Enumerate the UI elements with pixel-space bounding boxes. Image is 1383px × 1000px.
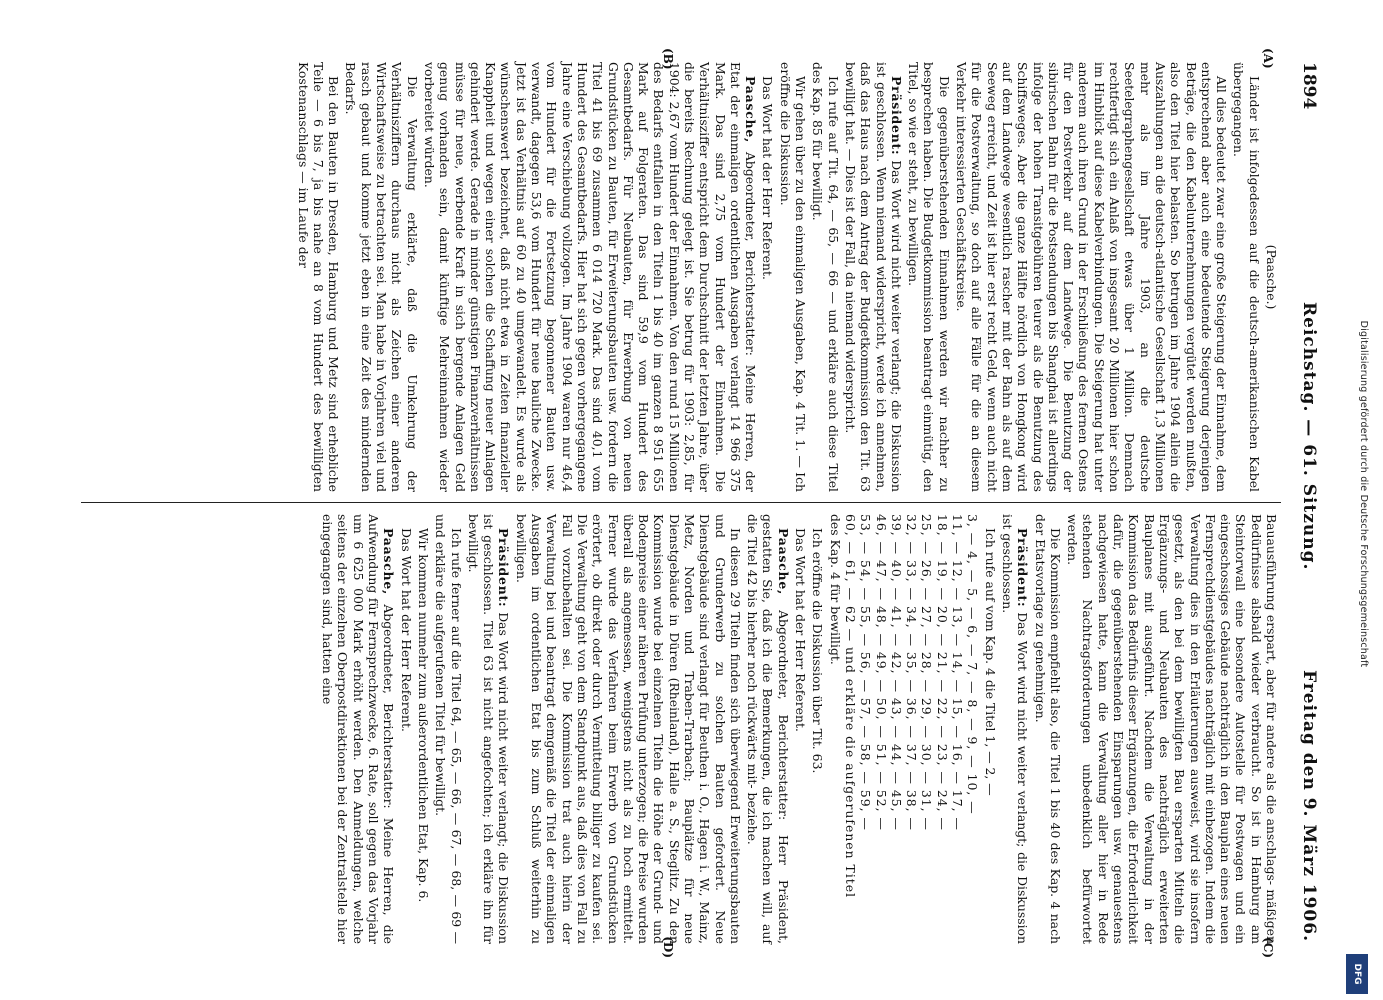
speech-paragraph <box>422 62 759 492</box>
paragraph: Das Wort hat der Herr Referent. <box>760 76 776 280</box>
margin-label-b: (B) <box>661 48 675 70</box>
title-list-line: 39, — 40, — 41, — 42, — 43, — 44, — 45, — <box>888 514 904 831</box>
paragraph: All dies bedeutet zwar eine große Steigerung der Einnahme, dem entsprechend aber auch eine bedeutende Steigerung derjenigen Beträge, die den Kabelunternehmungen vergütet werden mußten, also den Titel hier belasten. So betrugen im Jahre 1904 allein die Auszahlungen an die deutsch-atlantische Gesellschaft 1,3 Millionen mehr als im Jahre 1903, an die deutsche Seetelegraphengesellschaft etwas über 1 Million. Demnach rechtfertigt sich ein Anlaß von insgesamt 20 Millionen hier schon im Hinblick auf diese Kabelverbindungen. Die Steigerung hat unter anderem auch ihren Grund in der Erschließung des fernen Ostens für den Postverkehr auf dem Landwege. Die Benutzung der sibirischen Bahn für die Postsendungen bis Shanghai ist allerdings infolge der hohen Transitgebühren teurer als die Benutzung des Schiffsweges. Aber die ganze Hälfte nördlich von Hongkong wird auf dem Landwege wesentlich rascher mit der Bahn als auf dem Seeweg erreicht, und Zeit ist hier erst recht Geld, wenn auch nicht für die Postverwaltung, so doch auf alle Fälle für die an diesem Verkehr interessierten Geschäftskreise. <box>954 62 1230 492</box>
page-header <box>1291 62 1325 942</box>
column-divider <box>81 502 1281 503</box>
title-list-line: 46, — 47, — 48, — 49, — 50, — 51, — 52, — <box>873 514 889 831</box>
paragraph: Bauausführung erspart, aber für andere als die anschlags- mäßigen Bedürfnisse alsbald wieder verbraucht. So ist in Hamburg am Steintorwall eine besondere Autostelle für Postwagen und ein eingeschossiges Gebäude nachträglich in den Bauplan eines neuen Fernsprechdienstgebäudes nachträglich mit einbezogen. Indem die Verwaltung dies in den Erläuterungen ausweist, wird sie insofern gesetzt, als den bei dem bewilligten Bau ersparten Mitteln die Ergänzungs- und Neubauten des nachträglich erweiterten Bauplanes mit ausgeführt. Nachdem die Verwaltung in der Kommission das Bedürfnis dieser Ergänzungen, die Erforderlichkeit dafür, die gegenüberstehenden Einsparungen usw. genauestens nachgewiesen hatte, kann die Verwaltung aller hier in Rede stehenden Nachtragsforderungen unbedenklich befürwortet werden. <box>1065 514 1279 944</box>
speech-paragraph <box>320 514 396 944</box>
page-number: 1894 <box>1299 62 1319 110</box>
paragraph: Ich rufe auf vom Kap. 4 die Titel 1, — 2, — <box>982 528 998 796</box>
paragraph: Ich eröffne die Diskussion über Tit. 63. <box>810 528 826 774</box>
speaker-name: Präsident: <box>496 528 512 608</box>
title-list-line: 18, — 19, — 20, — 21, — 22, — 23, — 24, — <box>934 514 950 831</box>
speech-paragraph <box>745 514 791 944</box>
paragraph: Die Kommission empfiehlt also, die Titel 1 bis 40 des Kap. 4 nach der Etatsvorlage zu genehmigen. <box>1032 514 1063 944</box>
paragraph: Länder ist infolgedessen auf die deutsch-amerikanischen Kabel übergegangen. <box>1231 62 1262 492</box>
title-list <box>843 514 981 944</box>
speech-paragraph <box>843 62 904 492</box>
header-left-title: Reichstag. — 61. Sitzung. <box>1299 302 1319 571</box>
speech-text: Abgeordneter, Berichterstatter: Herr Präsident, gestatten Sie, daß ich die Bemerkungen, die ich machen will, auf die Titel 42 bis hierher noch rückwärts mit- beziehe. <box>745 514 791 944</box>
speech-text: Abgeordneter, Berichterstatter: Meine Herren, der Etat der einmaligen ordentlichen Ausgaben verlangt 14 966 375 Mark. Das sind 2,75 vom Hundert der Einnahmen. Die Verhältnisziffer entspricht dem Durchschnitt der letzten Jahre, über die bereits Rechnung gelegt ist. Sie betrug für 1903: 2,85, für 1904: 2,67 vom Hundert der Einnahmen. Von den rund 15 Millionen des Bedarfs entfallen in den Titeln 1 bis 40 im ganzen 8 951 655 Mark auf Folgeraten. Das sind 59,9 vom Hundert des Gesamtbedarfs. Für Neubauten, für Erwerbung von neuen Grundstücken zu Bauten, für Erweiterungsbauten usw. fordern die Titel 41 bis 69 zusammen 6 014 720 Mark. Das sind 40,1 vom Hundert des Gesamtbedarfs. Hier hat sich gegen vorhergegangene Jahre eine Verschiebung vollzogen. Im Jahre 1904 waren nur 46,4 vom Hundert für die Fortsetzung begonnener Bauten usw. verwandt, dagegen 53,6 vom Hundert für neue bauliche Zwecke. Jetzt ist das Verhältnis auf 60 zu 40 umgewandelt. Es wurde als wünschenswert bezeichnet, daß nicht etwa in Zeiten finanzieller Knappheit und wegen einer solchen die Schaffung neuer Anlagen gehindert werde. Gerade in minder günstigen Finanzverhältnissen müsse für neue, werbende Kraft in sich bergende Anlagen Geld genug vorhanden sein, damit künftige Mehreinnahmen wieder vorbereitet würden. <box>421 62 759 492</box>
paragraph: Das Wort hat der Herr Referent. <box>398 528 414 732</box>
margin-label-d: (D) <box>661 936 675 958</box>
digitization-credit-text: Digitalisierung gefördert durch die Deutsche Forschungsgemeinschaft <box>1358 320 1369 668</box>
paragraph: Die Verwaltung erklärte, daß die Umkehrung der Verhältnisziffern durchaus nicht als Zeichen einer anderen Wirtschaftsweise zu betrachten sei. Man habe in Vorjahren viel und rasch gebaut und komme jetzt eben in eine Zeit des mindernden Bedarfs. <box>343 62 420 492</box>
speech-text: Das Wort wird nicht weiter verlangt; die Diskussion ist geschlossen. <box>999 514 1031 944</box>
speaker-name: Präsident: <box>888 76 904 156</box>
paragraph: Ich rufe auf Tit. 64, — 65, — 66 — und erkläre auch diese Titel des Kap. 85 für bewilligt. <box>810 62 841 492</box>
paragraph: Wir kommen nunmehr zum außerordentlichen Etat, Kap. 6. <box>415 528 431 903</box>
dfg-logo <box>1346 954 1368 994</box>
title-list-line: 32, — 33, — 34, — 35, — 36, — 37, — 38, — <box>904 514 920 831</box>
title-list-line: 53, — 54, — 55, — 56, — 57, — 58, — 59, — <box>858 514 874 831</box>
page-content <box>75 48 1325 958</box>
margin-label-c: (C) <box>1261 937 1275 958</box>
speaker-name: Paasche, <box>743 76 759 144</box>
speech-paragraph <box>466 514 512 944</box>
paragraph: Das Wort hat der Herr Referent. <box>793 528 809 732</box>
digitization-credit-strip <box>1342 4 1378 996</box>
dfg-logo-text: DFG <box>1352 963 1362 985</box>
speaker-tag: (Paasche.) <box>1264 244 1279 310</box>
title-list-line: 3, — 4, — 5, — 6, — 7, — 8, — 9, — 10, — <box>965 514 981 815</box>
right-column <box>79 514 1279 958</box>
left-column <box>79 48 1279 492</box>
title-list-line: 25, — 26, — 27, — 28, — 29, — 30, — 31, — <box>919 514 935 831</box>
rotated-page-scan <box>75 48 1325 958</box>
title-list-line: 11, — 12, — 13, — 14, — 15, — 16, — 17, — <box>950 514 966 831</box>
speaker-name: Präsident: <box>1015 528 1031 608</box>
paragraph: Ich rufe ferner auf die Titel 64, — 65, — 66, — 67, — 68, — 69 — und erkläre die aufgerufenen Titel für bewilligt. <box>433 514 464 944</box>
paragraph: Die gegenüberstehenden Einnahmen werden wir nachher zu besprechen haben. Die Budgetkommission beantragt einmütig, den Titel, so wie er steht, zu bewilligen. <box>906 62 952 492</box>
margin-label-a: (A) <box>1261 48 1275 69</box>
speech-text: Das Wort wird nicht weiter verlangt; die Diskussion ist geschlossen. Titel 63 ist nicht angefochten; ich erkläre ihn für bewilligt. <box>465 514 512 944</box>
speaker-name: Paasche, <box>381 528 397 596</box>
header-right-title: Freitag den 9. März 1906. <box>1299 670 1319 942</box>
paragraph: des Kap. 4 für bewilligt. <box>827 514 843 665</box>
paragraph: Bei den Bauten in Dresden, Hamburg und Metz sind erhebliche Teile — 6 bis 7, ja bis nahe an 8 vom Hundert des bewilligten Kostenanschlags — im Laufe der <box>295 62 342 492</box>
title-list-line: 60, — 61, — 62 — und erkläre die aufgerufenen Titel <box>842 514 858 899</box>
speaker-name: Paasche, <box>775 528 791 596</box>
speech-text: Das Wort wird nicht weiter verlangt; die Diskussion ist geschlossen. Wenn niemand widerspricht, werde ich annehmen, daß das Haus nach dem Antrag der Budgetkommission den Tit. 63 bewilligt hat. — Dies ist der Fall, da niemand widerspricht. <box>842 62 904 492</box>
paragraph: In diesen 29 Titeln finden sich überwiegend Erweiterungsbauten und Grunderwerb zu solchen Bauten gefordert. Neue Dienstgebäude sind verlangt für Beuthen i. O., Hagen i. W., Mainz, Metz, Norden und Traben-Trarbach; Bauplätze für neue Dienstgebäude in Düren (Rheinland), Halle a. S., Steglitz. Zu den Kommission wurde bei einzelnen Titeln die Höhe der Grund- und Bodenpreise einer näheren Prüfung unterzogen; die Preise wurden überall als angemessen, wenigstens nicht als zu hoch ermittelt. Ferner wurde das Verfahren beim Erwerb von Grundstücken erörtert, ob direkt oder durch Vermittelung billiger zu kaufen sei. Die Verwaltung geht von dem Standpunkt aus, daß dies von Fall zu Fall vorzubehalten sei. Die Kommission trat auch hierin der Verwaltung bei und beantragt demgemäß die Titel der einmaligen Ausgaben im ordentlichen Etat bis zum Schluß weiterhin zu bewilligen. <box>513 514 743 944</box>
speech-text: Abgeordneter, Berichterstatter: Meine Herren, die Aufwendung für Fernsprechzwecke, 6. Rate, soll gegen das Vorjahr um 6 625 000 Mark erhöht werden. Den Anmeldungen, welche seitens der einzelnen Oberpostdirektionen bei der Zentralstelle hier eingegangen sind, hatten eine <box>320 514 397 944</box>
speech-paragraph <box>1000 514 1031 944</box>
paragraph: Wir gehen über zu den einmaligen Ausgaben, Kap. 4 Tit. 1. — Ich eröffne die Diskussion. <box>777 62 809 492</box>
